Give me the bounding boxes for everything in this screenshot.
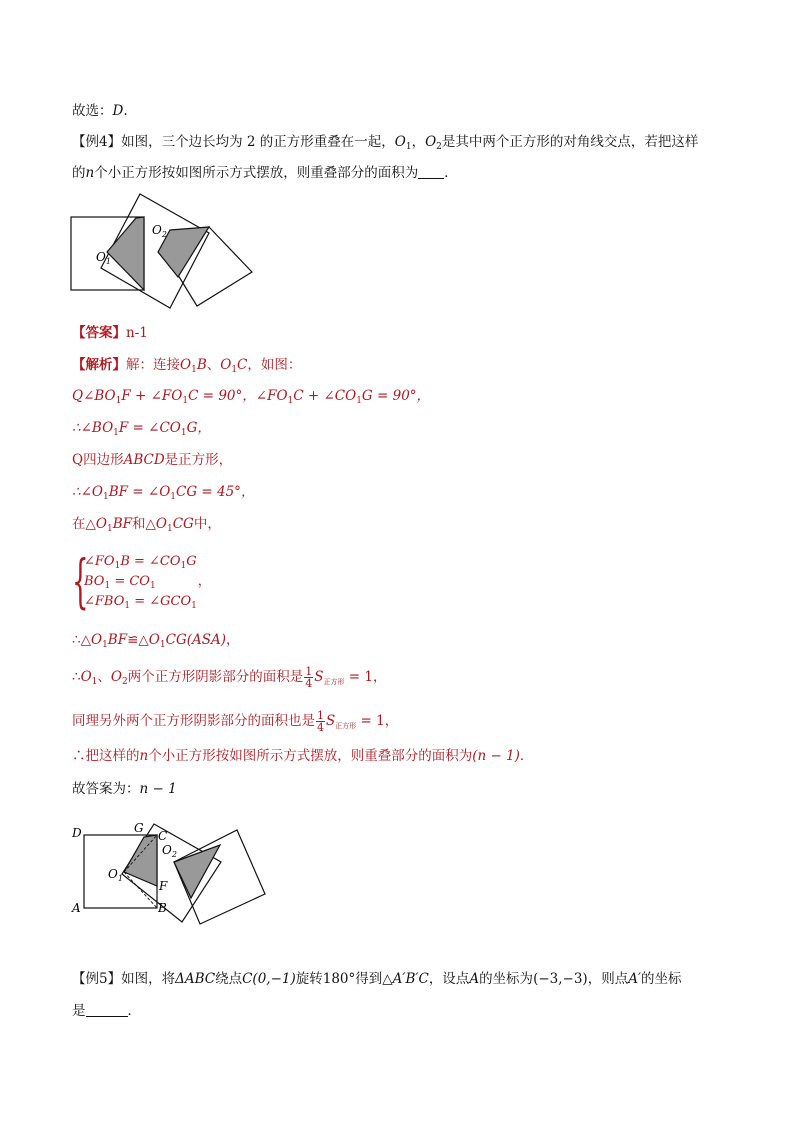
example5-line1: 【例5】如图，将ΔABC绕点C(0,−1)旋转180°得到△A′B′C，设点A的坐标为(−3,−3)，则点A′的坐标 xyxy=(72,971,682,987)
step-8: 同理另外两个正方形阴影部分的面积也是 $\frac{1}{4}$ $S_{正方形} = 1$， xyxy=(72,709,399,734)
svg-text:O2: $O_2$ xyxy=(152,223,167,239)
svg-text:F: F xyxy=(159,879,168,893)
svg-text:G: G xyxy=(134,821,144,835)
figure-overlapping-squares xyxy=(60,188,280,314)
answer-line: 【答案】n-1 xyxy=(72,325,148,341)
figure-labeled-squares xyxy=(62,812,282,930)
svg-text:C: C xyxy=(158,829,168,843)
step-7: $\therefore O_1$、$O_2$两个正方形阴影部分的面积是 $\frac{1}{4}$ $S_{正方形} = 1$， xyxy=(72,665,387,690)
svg-text:D: D xyxy=(72,826,82,840)
step-1: $Q\angle BO_1F$ + $\angle FO_1C = 90^\circ$，$\angle FO_1C$ + $\angle CO_1G = 90^\circ$， xyxy=(72,388,431,406)
analysis-line: 【解析】解：连接$O_1B$、$O_1C$，如图： xyxy=(72,357,302,375)
step-9: ∴把这样的n个小正方形按如图所示方式摆放，则重叠部分的面积为(n − 1)． xyxy=(72,748,534,764)
example4-line2: 的n个小正方形按如图所示方式摆放，则重叠部分的面积为 ． xyxy=(72,165,458,181)
system-line-1: $\angle FO_1B$ = $\angle CO_1G$ xyxy=(84,554,197,571)
answer-blank xyxy=(86,1002,128,1017)
step-5: 在$\triangle O_1BF$和$\triangle O_1CG$中， xyxy=(72,516,221,534)
system-line-2: $BO_1 = CO_1$ ， xyxy=(84,574,211,591)
example4-line1: 【例4】如图，三个边长均为 2 的正方形重叠在一起，$O_1$，$O_2$是其中两个正方形的对角线交点，若把这样 xyxy=(72,134,699,152)
step-6: $\therefore\triangle O_1BF≌\triangle O_1CG(ASA)$， xyxy=(72,632,240,650)
svg-text:O1: $O_1$ xyxy=(96,250,111,266)
example5-line2: 是 ． xyxy=(72,1003,141,1019)
svg-text:A: A xyxy=(72,901,81,915)
svg-text:B: B xyxy=(158,901,167,915)
svg-text:O1: $O_1$ xyxy=(108,867,123,883)
step-3: Q四边形ABCD是正方形， xyxy=(72,452,233,468)
answer-choice-line: 故选：D. xyxy=(72,103,128,119)
system-line-3: $\angle FBO_1$ = $\angle GCO_1$ xyxy=(84,594,197,611)
answer-blank xyxy=(418,164,444,179)
step-4: $\therefore\angle O_1BF$ = $\angle O_1CG = 45^\circ$， xyxy=(72,484,255,502)
final-answer: 故答案为：n − 1 xyxy=(72,781,177,797)
svg-text:O2: $O_2$ xyxy=(162,843,177,859)
step-2: $\therefore\angle BO_1F$ = $\angle CO_1G$， xyxy=(72,420,211,438)
left-brace: { xyxy=(72,547,89,615)
